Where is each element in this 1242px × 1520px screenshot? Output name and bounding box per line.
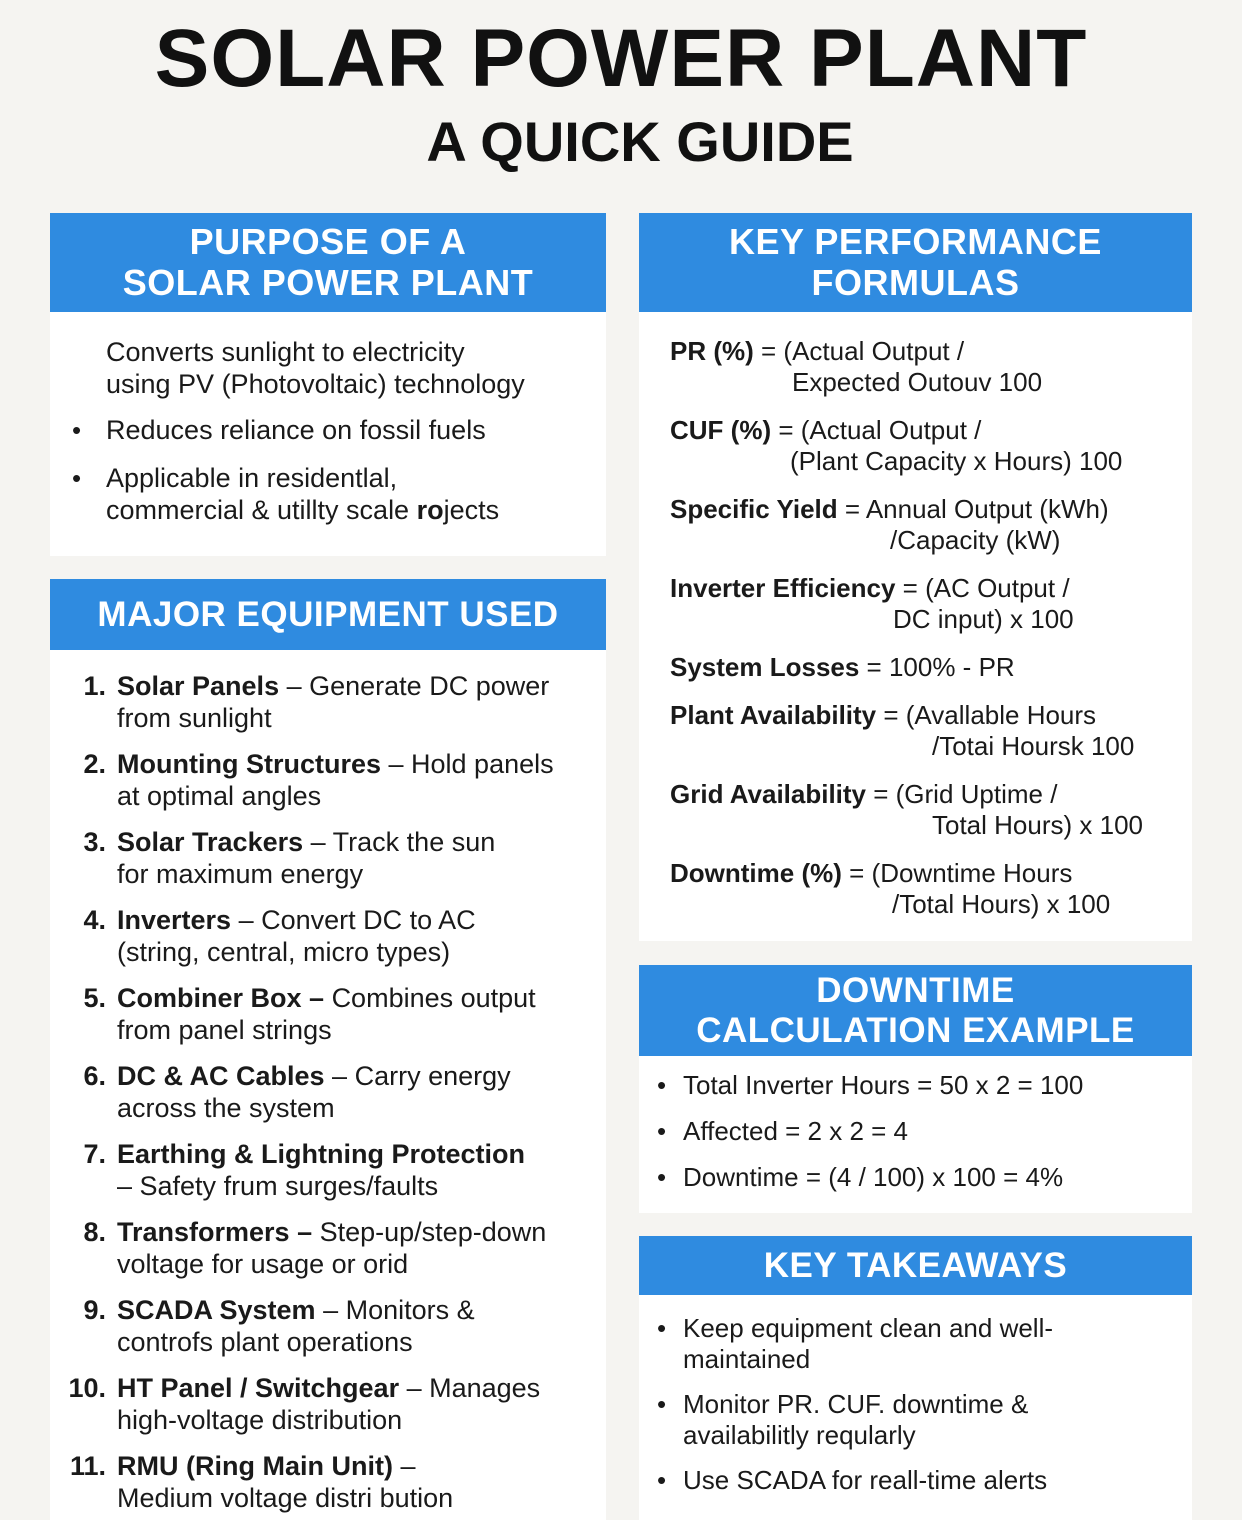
purpose-intro-line2: using PV (Photovoltaic) technology <box>106 369 525 399</box>
downtime-heading-line2: CALCULATION EXAMPLE <box>696 1010 1135 1050</box>
formula-item <box>670 700 1172 762</box>
item-desc-line2: Medium voltage distri bution <box>117 1483 454 1513</box>
item-desc-line2: high-voltage distribution <box>117 1405 403 1435</box>
purpose-intro-line1: Converts sunlight to electricity <box>106 337 465 367</box>
item-desc-line2: across the system <box>117 1093 335 1123</box>
takeaways-card <box>639 1236 1192 1520</box>
formula-expr-line2: /Totai Hoursk 100 <box>932 731 1135 761</box>
list-item: • Total Inverter Hours = 50 x 2 = 100 <box>639 1070 1182 1101</box>
item-number: 5. <box>83 983 106 1013</box>
page-subtitle: A QUICK GUIDE <box>426 110 854 173</box>
item-name: Inverters <box>117 905 232 935</box>
downtime-heading <box>639 965 1192 1056</box>
purpose-body <box>50 312 606 400</box>
equipment-card <box>50 579 606 1520</box>
formula-expr: = (Avallable Hours <box>876 700 1097 730</box>
equipment-heading-text: MAJOR EQUIPMENT USED <box>97 594 559 634</box>
item-name: Combiner Box – <box>117 983 325 1013</box>
formula-expr: = 100% - PR <box>859 652 1015 682</box>
item-desc-line2: (string, central, micro types) <box>117 937 451 967</box>
item-name: DC & AC Cables <box>117 1061 325 1091</box>
list-item: 3. Solar Trackers – Track the sun for maximum energy <box>60 826 606 890</box>
formulas-list <box>639 312 1192 920</box>
equipment-list <box>50 650 606 1514</box>
item-number: 1. <box>83 671 106 701</box>
item-desc: Generate DC power <box>309 671 550 701</box>
item-number: 4. <box>83 905 106 935</box>
formula-expr: = (Actual Output / <box>753 336 965 366</box>
item-desc: Manages <box>429 1373 541 1403</box>
item-desc-line2: – Safety frum surges/faults <box>117 1171 439 1201</box>
item-number: 8. <box>83 1217 106 1247</box>
item-name: Solar Panels <box>117 671 280 701</box>
formula-name: CUF <box>670 415 724 445</box>
list-item: • Use SCADA for reall-time alerts <box>639 1465 1182 1496</box>
formulas-heading-line2: FORMULAS <box>811 261 1020 303</box>
list-item: 11. RMU (Ring Main Unit) – Medium voltage distri bution <box>60 1450 606 1514</box>
item-name: SCADA System <box>117 1295 316 1325</box>
item-name: Mounting Structures <box>117 749 381 779</box>
formula-name: Specific Yield <box>670 494 838 524</box>
item-desc: Track the sun <box>332 827 496 857</box>
purpose-bullet-text-line2: commercial & utillty scale rojects <box>106 495 500 525</box>
formula-expr-line2: DC input) x 100 <box>893 604 1074 634</box>
formula-expr: = (AC Output / <box>895 573 1070 603</box>
downtime-heading-line1: DOWNTIME <box>816 971 1015 1011</box>
item-name: HT Panel / Switchgear <box>117 1373 400 1403</box>
item-desc: Carry energy <box>354 1061 511 1091</box>
list-item: 2. Mounting Structures – Hold panels at optimal angles <box>60 748 606 812</box>
formula-item <box>670 779 1172 841</box>
formula-item <box>670 573 1172 635</box>
formula-expr: = (Grid Uptime / <box>866 779 1058 809</box>
formula-name: Plant Availability <box>670 700 877 730</box>
purpose-intro <box>106 336 606 400</box>
takeaways-heading <box>639 1236 1192 1295</box>
item-name: Transformers – <box>117 1217 313 1247</box>
purpose-bullet-text: • Applicable in residentlal, <box>106 463 398 493</box>
purpose-bullet-text: • Reduces reliance on fossil fuels <box>106 415 486 445</box>
formula-expr: = (Downtime Hours <box>841 858 1073 888</box>
item-desc-line2: from sunlight <box>117 703 272 733</box>
formula-expr-line2: Expected Outouv 100 <box>792 367 1043 397</box>
equipment-heading <box>50 579 606 650</box>
list-item: • Monitor PR. CUF. downtime & availabilitly reqularly <box>639 1389 1182 1451</box>
page-title: SOLAR POWER PLANT <box>154 13 1088 104</box>
list-item: 6. DC & AC Cables – Carry energy across the system <box>60 1060 606 1124</box>
formulas-heading <box>639 213 1192 312</box>
formula-item: Downtime (%) = (Downtime Hours /Total Hours) x 100 <box>670 858 1172 920</box>
formula-expr-line2: /Capacity (kW) <box>890 525 1061 555</box>
item-number: 6. <box>83 1061 106 1091</box>
item-desc-line2: controfs plant operations <box>117 1327 413 1357</box>
list-item <box>60 982 606 1046</box>
list-item: • Affected = 2 x 2 = 4 <box>639 1116 1182 1147</box>
purpose-card <box>50 213 606 556</box>
formula-expr-line2: /Total Hours) x 100 <box>892 889 1111 919</box>
item-number: 3. <box>83 827 106 857</box>
takeaways-heading-text: KEY TAKEAWAYS <box>763 1245 1068 1285</box>
list-item <box>60 1138 606 1202</box>
formula-name: System Losses <box>670 652 860 682</box>
formula-item <box>670 652 1172 683</box>
formula-name: PR <box>670 336 707 366</box>
item-desc: Hold panels <box>411 749 554 779</box>
list-item: 10. HT Panel / Switchgear – Manages high-voltage distribution <box>60 1372 606 1436</box>
purpose-heading-line1: PURPOSE OF A <box>189 221 467 263</box>
item-desc-line2: at optimal angles <box>117 781 322 811</box>
formula-expr: = (Actual Output / <box>771 415 982 445</box>
formula-name: Grid Availability <box>670 779 867 809</box>
item-name: Earthing & Lightning Protection <box>117 1139 525 1169</box>
downtime-list <box>639 1056 1192 1193</box>
formulas-card <box>639 213 1192 941</box>
purpose-bullet <box>50 462 606 526</box>
list-item: • Downtime = (4 / 100) x 100 = 4% <box>639 1162 1182 1193</box>
list-item: 1. Solar Panels – Generate DC power from sunlight <box>60 670 606 734</box>
purpose-bullet <box>50 414 606 446</box>
item-desc: Combines output <box>331 983 536 1013</box>
formula-item: PR (%) = (Actual Output / Expected Outouv 100 <box>670 336 1172 398</box>
formula-name: Downtime <box>670 858 795 888</box>
list-item: 4. Inverters – Convert DC to AC (string, central, micro types) <box>60 904 606 968</box>
list-item: • Keep equipment clean and well- maintained <box>639 1313 1182 1375</box>
item-desc-line2: voltage for usage or orid <box>117 1249 409 1279</box>
item-name: RMU (Ring Main Unit) <box>117 1451 393 1481</box>
item-desc-line2: for maximum energy <box>117 859 364 889</box>
formula-expr-line2: (Plant Capacity x Hours) 100 <box>790 446 1123 476</box>
formula-item: CUF (%) = (Actual Output / (Plant Capacity x Hours) 100 <box>670 415 1172 477</box>
item-number: 11. <box>69 1451 106 1481</box>
formula-item <box>670 494 1172 556</box>
item-number: 7. <box>83 1139 106 1169</box>
downtime-card <box>639 965 1192 1213</box>
item-number: 9. <box>83 1295 106 1325</box>
purpose-bullets <box>50 414 606 526</box>
purpose-heading <box>50 213 606 312</box>
list-item <box>60 1216 606 1280</box>
item-desc: Monitors & <box>345 1295 475 1325</box>
item-name: Solar Trackers <box>117 827 304 857</box>
formula-expr-line2: Total Hours) x 100 <box>932 810 1143 840</box>
item-number: 2. <box>83 749 106 779</box>
formula-expr: = Annual Output (kWh) <box>837 494 1109 524</box>
item-desc: Step-up/step-down <box>319 1217 547 1247</box>
list-item: 9. SCADA System – Monitors & controfs plant operations <box>60 1294 606 1358</box>
item-desc-line2: from panel strings <box>117 1015 332 1045</box>
formula-name: Inverter Efficiency <box>670 573 896 603</box>
item-desc: Convert DC to AC <box>261 905 476 935</box>
takeaways-list <box>639 1295 1192 1496</box>
formulas-heading-line1: KEY PERFORMANCE <box>729 221 1102 263</box>
item-number: 10. <box>68 1373 106 1403</box>
purpose-heading-line2: SOLAR POWER PLANT <box>122 261 534 303</box>
